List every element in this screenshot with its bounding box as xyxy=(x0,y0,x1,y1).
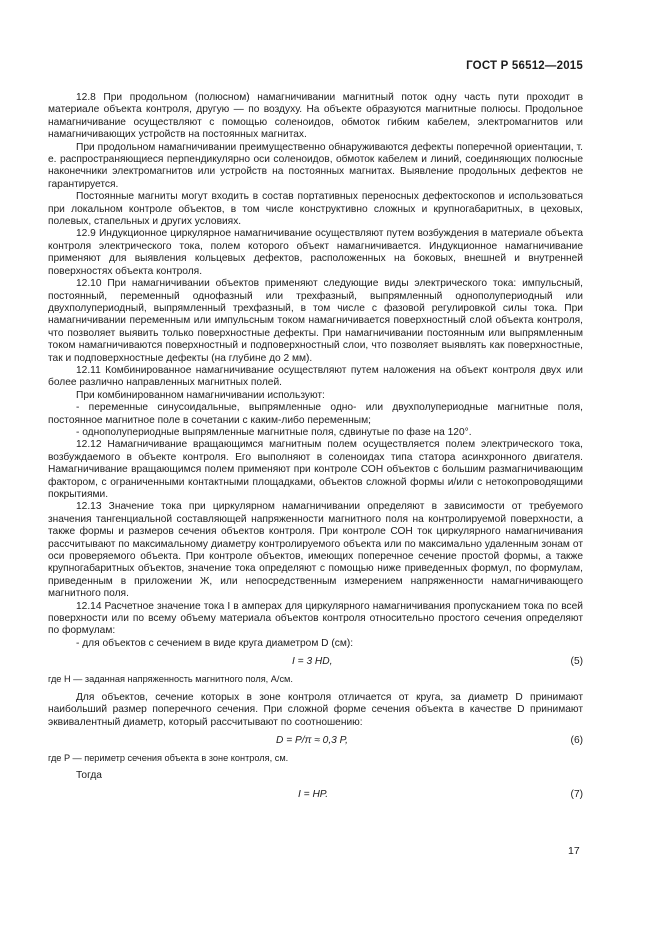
formula-number: (6) xyxy=(570,734,583,746)
paragraph-non-circular: Для объектов, сечение которых в зоне контроля отличается от круга, за диаметр D принимают наибольший размер поперечного сечения. При сложной форме сечения объекта в качестве D принимают эквивалентный диаметр, который рассчитывают по соотношению: xyxy=(48,691,583,728)
paragraph-12-9: 12.9 Индукционное циркулярное намагничивание осуществляют путем возбуждения в материале объекта контроля электрического тока, полем которого объект намагничивается. Индукционное намагничивание применяют для выявления кольцевых дефектов, расположенных на боковых, внешней и внутренней поверхностях объекта контроля. xyxy=(48,228,583,277)
page-number: 17 xyxy=(568,845,580,857)
paragraph-12-13: 12.13 Значение тока при циркулярном намагничивании определяют в зависимости от требуемого значения тангенциальной составляющей напряженности магнитного поля на контролируемой поверхности, а также формы и размеров сечения объектов контроля. При контроле СОН ток циркулярного намагничивания рассчитывают по максимальному диаметру контролируемого объекта или по максимально удаленным зонам от оси проверяемого объекта. При контроле объектов, имеющих поперечное сечение простой формы, а также крупногабаритных объектов, значение тока определяют с помощью ниже приведенных формул, по формулам, приведенным в приложении Ж, или непосредственным измерением напряженности намагничивающего магнитного поля. xyxy=(48,501,583,600)
formula-5 xyxy=(48,656,583,670)
formula-expression: I = 3 HD, xyxy=(292,656,333,668)
paragraph-12-14: 12.14 Расчетное значение тока I в амперах для циркулярного намагничивания пропусканием тока по всей поверхности или по всему объему материала объектов контроля относительно простого сечения определяют по формулам: xyxy=(48,600,583,637)
formula-number: (7) xyxy=(570,788,583,800)
standard-number: ГОСТ Р 56512—2015 xyxy=(466,60,583,72)
list-item: - для объектов с сечением в виде круга диаметром D (см): xyxy=(76,637,354,649)
paragraph-12-10: 12.10 При намагничивании объектов применяют следующие виды электрического тока: импульсный, постоянный, переменный однофазный или трехфазный, выпрямленный однополупериодный или двухполупериодный, выпрямленный трехфазный, в том числе с фазовой регулировкой силы тока. При намагничивании переменным или импульсным током намагничивается поверхностный слой объекта контроля, что позволяет выявить только поверхностные дефекты. При намагничивании постоянным или выпрямленным током намагничиваются поверхностный и подповерхностный слои, что позволяет выявлять как поверхностные, так и подповерхностные дефекты (на глубине до 2 мм). xyxy=(48,278,583,364)
formula-expression: I = HP. xyxy=(298,788,329,800)
paragraph-12-8: 12.8 При продольном (полюсном) намагничивании магнитный поток одну часть пути проходит в материале объекта контроля, другую — по воздуху. На объекте образуются магнитные полюсы. Продольное намагничивание осуществляют с помощью соленоидов, обмоток гибким кабелем, электромагнитов или намагничивающих устройств на постоянных магнитах. xyxy=(48,92,583,141)
paragraph-12-11-b: При комбинированном намагничивании используют: xyxy=(76,389,325,401)
formula-expression: D = P/π ≈ 0,3 P, xyxy=(276,734,348,746)
paragraph-12-8-c: Постоянные магниты могут входить в состав портативных переносных дефектоскопов и использоваться при локальном контроле объектов, в том числе конструктивно сложных и крупногабаритных, в цеховых, полевых, стапельных и других условиях. xyxy=(48,191,583,228)
document-body xyxy=(48,92,583,805)
list-item: - переменные синусоидальные, выпрямленные одно- или двухполупериодные магнитные поля, постоянное магнитное поле в сочетании с каким-либо переменным; xyxy=(48,402,583,426)
formula-7 xyxy=(48,789,583,803)
where-clause-h: где H — заданная напряженность магнитного поля, А/см. xyxy=(48,674,293,685)
paragraph-12-12: 12.12 Намагничивание вращающимся магнитным полем осуществляется полем электрического тока, возбуждаемого в объекте контроля. Его выполняют в соленоидах типа статора асинхронного двигателя. Намагничивание вращающимся полем применяют при контроле СОН объектов с большим размагничивающим фактором, с ограниченными контактными площадками, объектов сложной формы и/или с нетокопроводящими покрытиями. xyxy=(48,439,583,500)
where-clause-p: где P — периметр сечения объекта в зоне контроля, см. xyxy=(48,752,289,763)
paragraph-12-11: 12.11 Комбинированное намагничивание осуществляют путем наложения на объект контроля двух или более различно направленных магнитных полей. xyxy=(48,364,583,389)
paragraph-then: Тогда xyxy=(76,770,102,782)
list-item: - однополупериодные выпрямленные магнитные поля, сдвинутые по фазе на 120°. xyxy=(76,426,472,438)
formula-6 xyxy=(48,735,583,749)
paragraph-12-8-b: При продольном намагничивании преимущественно обнаруживаются дефекты поперечной ориентации, т. е. распространяющиеся перпендикулярно оси соленоидов, обмоток кабелем и линий, соединяющих полюсные наконечники электромагнитов или устройств на постоянных магнитах. Выявление продольных дефектов не гарантируется. xyxy=(48,141,583,190)
formula-number: (5) xyxy=(570,656,583,668)
